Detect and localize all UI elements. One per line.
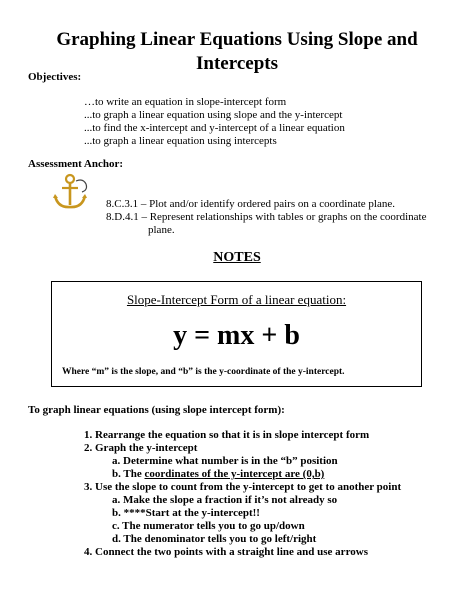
assessment-item-continued: plane. — [148, 224, 175, 236]
title-line-2: Intercepts — [196, 53, 278, 74]
substep-item — [112, 468, 324, 481]
substep-item: c. The numerator tells you to go up/down — [112, 520, 305, 532]
substep-item: d. The denominator tells you to go left/right — [112, 533, 317, 545]
substep-item: a. Make the slope a fraction if it’s not already so — [112, 494, 338, 506]
equation: y = mx + b — [173, 320, 300, 351]
page-title — [30, 28, 444, 76]
step-item: 1. Rearrange the equation so that it is in slope intercept form — [84, 429, 370, 441]
objectives-heading: Objectives: — [28, 71, 82, 83]
notes-heading: NOTES — [213, 250, 261, 265]
steps-heading: To graph linear equations (using slope intercept form): — [28, 404, 285, 416]
substep-item: a. Determine what number is in the “b” position — [112, 455, 338, 467]
step-item: 4. Connect the two points with a straight line and use arrows — [84, 546, 368, 558]
objective-item: ...to graph a linear equation using slope and the y-intercept — [84, 109, 343, 121]
anchor-icon — [50, 172, 90, 212]
assessment-item: 8.C.3.1 – Plot and/or identify ordered pairs on a coordinate plane. — [106, 198, 395, 210]
assessment-item: 8.D.4.1 – Represent relationships with tables or graphs on the coordinate — [106, 211, 427, 223]
title-line-1: Graphing Linear Equations Using Slope and — [56, 29, 418, 50]
slope-intercept-box — [51, 281, 422, 387]
objective-item: ...to graph a linear equation using intercepts — [84, 135, 277, 147]
box-note: Where “m” is the slope, and “b” is the y-coordinate of the y-intercept. — [62, 367, 345, 377]
substep-item: b. ****Start at the y-intercept!! — [112, 507, 260, 519]
box-heading: Slope-Intercept Form of a linear equation: — [126, 292, 347, 307]
substep-prefix: b. The — [112, 468, 142, 480]
step-item: 3. Use the slope to count from the y-intercept to get to another point — [84, 481, 402, 493]
substep-underlined: coordinates of the y-intercept are (0,b) — [144, 468, 325, 480]
step-item: 2. Graph the y-intercept — [84, 442, 198, 454]
objective-item: ...to find the x-intercept and y-intercept of a linear equation — [84, 122, 345, 134]
objective-item: …to write an equation in slope-intercept form — [84, 96, 287, 108]
assessment-heading: Assessment Anchor: — [28, 158, 124, 170]
